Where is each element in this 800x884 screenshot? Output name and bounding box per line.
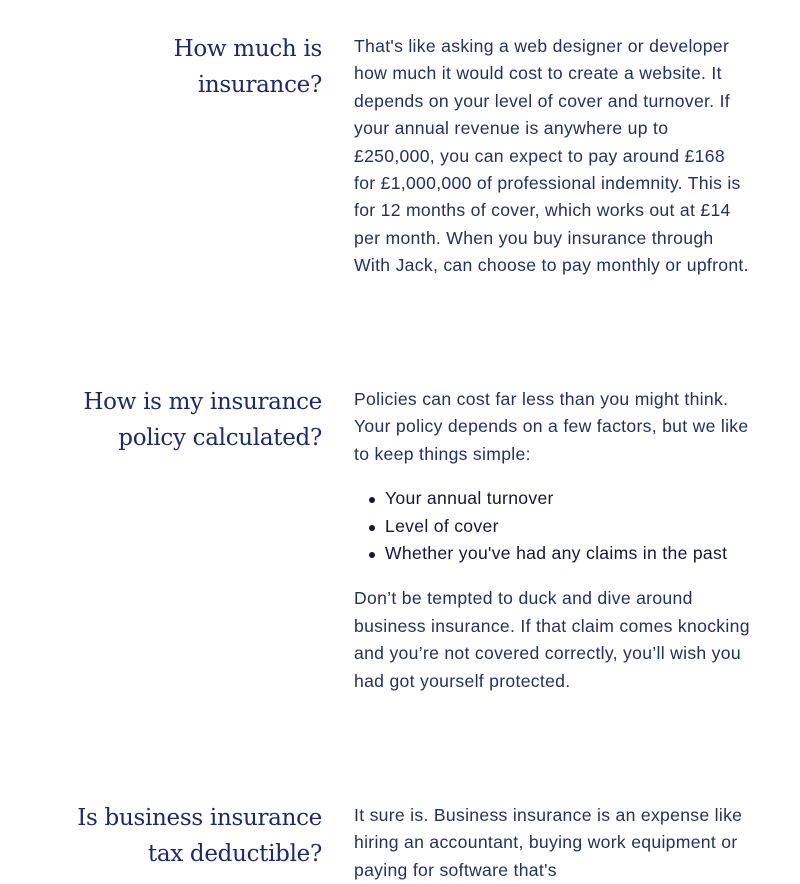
faq-question — [22, 31, 322, 103]
faq-answer — [354, 802, 750, 884]
faq-answer-paragraph: That's like asking a web designer or developer how much it would cost to create a website. It depends on your level of cover and turnover. If your annual revenue is anywhere up to £250,000, you can expect to pay around £168 for £1,000,000 of professional indemnity. This is for 12 months of cover, which works out at £14 per month. When you buy insurance through With Jack, can choose to pay monthly or upfront. — [354, 36, 749, 276]
faq-question — [22, 800, 322, 872]
faq-answer-outro: Don’t be tempted to duck and dive around business insurance. If that claim comes knocking and you’re not covered correctly, you’ll wish you had got yourself protected. — [354, 588, 750, 691]
faq-answer — [354, 33, 750, 280]
factor-list-item: Your annual turnover — [354, 485, 750, 512]
faq-answer — [354, 386, 750, 695]
faq-answer-paragraph: It sure is. Business insurance is an expense like hiring an accountant, buying work equipment or paying for software that's — [354, 805, 743, 880]
faq-question-line: insurance? — [197, 72, 322, 98]
faq-question-line: How is my insurance — [83, 389, 322, 415]
faq-answer-intro: Policies can cost far less than you might think. Your policy depends on a few factors, but we like to keep things simple: — [354, 389, 749, 464]
factor-list-item: Whether you've had any claims in the past — [354, 540, 750, 567]
faq-question-line: tax deductible? — [147, 841, 322, 867]
faq-question-line: policy calculated? — [118, 425, 322, 451]
faq-question — [22, 384, 322, 456]
faq-question-line: Is business insurance — [77, 805, 322, 831]
factor-list-item: Level of cover — [354, 513, 750, 540]
factor-list — [354, 485, 750, 567]
faq-question-line: How much is — [173, 36, 322, 62]
